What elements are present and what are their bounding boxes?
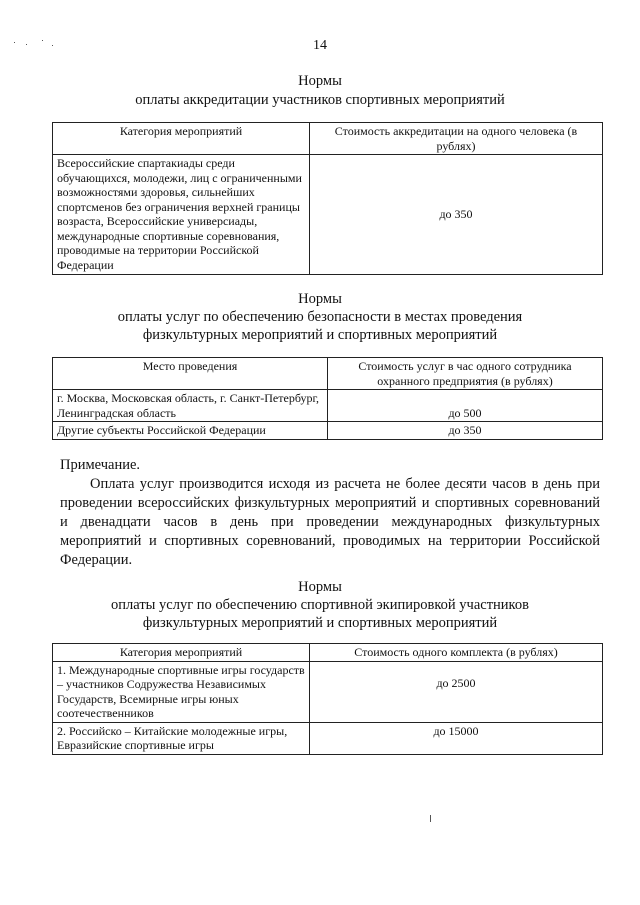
- accreditation-table: [52, 122, 603, 275]
- section1-subtitle: оплаты аккредитации участников спортивных мероприятий: [135, 92, 505, 108]
- table-row: [53, 661, 603, 722]
- table-row: [53, 422, 603, 440]
- section2-subtitle-line1: оплаты услуг по обеспечению безопасности в местах проведения: [117, 309, 523, 325]
- scan-speck: [430, 815, 431, 822]
- column-header: Стоимость одного комплекта (в рублях): [310, 644, 603, 662]
- column-header: Стоимость аккредитации на одного человека (в рублях): [310, 123, 603, 155]
- value-cell: до 350: [328, 422, 603, 440]
- column-header: Категория мероприятий: [53, 123, 310, 155]
- note-text: Оплата услуг производится исходя из расчета не более десяти часов в день при проведении всероссийских физкультурных мероприятий и спортивных соревнований и двенадцати часов в день при проведении международных физкультурных мероприятий и спортивных соревнований, проводимых на территории Российской Федерации.: [60, 476, 600, 568]
- value-cell: до 350: [310, 155, 603, 275]
- table-header-row: [53, 358, 603, 390]
- place-cell: г. Москва, Московская область, г. Санкт-Петербург, Ленинградская область: [53, 390, 328, 422]
- category-cell: 1. Международные спортивные игры государств – участников Содружества Независимых Государств, Всемирные игры юных соотечественников: [53, 661, 310, 722]
- table-row: [53, 390, 603, 422]
- section2-subtitle-line2: физкультурных мероприятий и спортивных мероприятий: [142, 327, 498, 343]
- page-number: 14: [313, 38, 327, 53]
- section3-subtitle-line1: оплаты услуг по обеспечению спортивной экипировкой участников: [111, 597, 529, 613]
- section3-title: Нормы: [298, 579, 342, 595]
- security-table: [52, 357, 603, 440]
- category-cell: Всероссийские спартакиады среди обучающихся, молодежи, лиц с ограниченными возможностями здоровья, сильнейших спортсменов без ограничения верхней границы возраста, Всероссийские универсиады, международные спортивные соревнования, проводимые на территории Российской Федерации: [53, 155, 310, 275]
- note-label: Примечание.: [60, 457, 141, 473]
- value-cell: до 15000: [310, 722, 603, 754]
- category-cell: 2. Российско – Китайские молодежные игры, Евразийские спортивные игры: [53, 722, 310, 754]
- table-row: [53, 155, 603, 275]
- column-header: Стоимость услуг в час одного сотрудника охранного предприятия (в рублях): [328, 358, 603, 390]
- place-cell: Другие субъекты Российской Федерации: [53, 422, 328, 440]
- equipment-table: [52, 643, 603, 755]
- section2-title: Нормы: [298, 291, 342, 307]
- value-cell: до 2500: [310, 661, 603, 722]
- table-row: [53, 722, 603, 754]
- column-header: Категория мероприятий: [53, 644, 310, 662]
- column-header: Место проведения: [53, 358, 328, 390]
- section1-title: Нормы: [298, 73, 342, 89]
- value-cell: до 500: [328, 390, 603, 422]
- table-header-row: [53, 644, 603, 662]
- section3-subtitle-line2: физкультурных мероприятий и спортивных мероприятий: [142, 615, 498, 631]
- table-header-row: [53, 123, 603, 155]
